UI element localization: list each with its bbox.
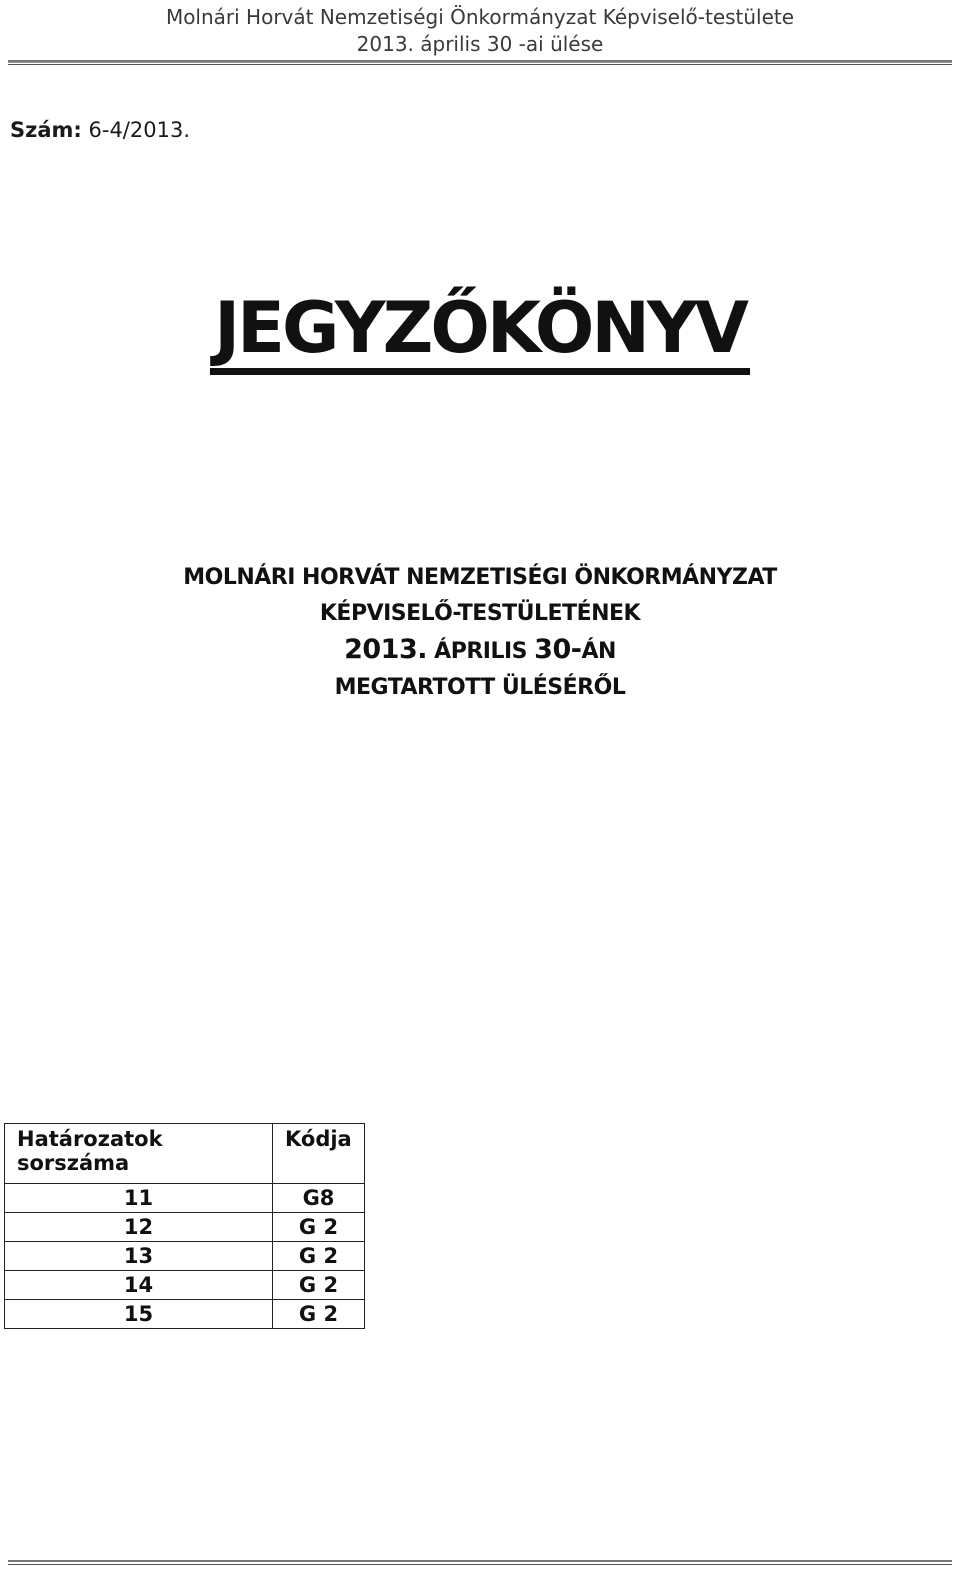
page-header xyxy=(0,4,960,58)
document-title xyxy=(0,288,960,375)
subtitle-line-1: MOLNÁRI HORVÁT NEMZETISÉGI ÖNKORMÁNYZAT xyxy=(183,565,777,590)
resolution-code: G 2 xyxy=(273,1271,365,1300)
header-divider xyxy=(8,60,952,63)
header-number-column: Határozatok sorszáma xyxy=(5,1124,273,1184)
table-row xyxy=(5,1184,365,1213)
subtitle-line-3 xyxy=(0,632,960,670)
resolution-number: 13 xyxy=(5,1242,273,1271)
resolution-number: 11 xyxy=(5,1184,273,1213)
subtitle-suffix: ÁN xyxy=(581,639,616,664)
reference-number xyxy=(10,118,190,142)
table-header-row xyxy=(5,1124,365,1184)
resolution-number: 14 xyxy=(5,1271,273,1300)
reference-label: Szám: xyxy=(10,118,82,142)
table-row xyxy=(5,1271,365,1300)
table-row xyxy=(5,1213,365,1242)
resolution-code: G8 xyxy=(273,1184,365,1213)
subtitle-line-2: KÉPVISELŐ-TESTÜLETÉNEK xyxy=(319,601,641,626)
footer-divider xyxy=(8,1560,952,1562)
resolutions-table xyxy=(4,1123,365,1329)
subtitle-line-4: MEGTARTOTT ÜLÉSÉRŐL xyxy=(334,675,626,700)
header-line-2: 2013. április 30 -ai ülése xyxy=(356,32,604,56)
table-row xyxy=(5,1242,365,1271)
table-row xyxy=(5,1300,365,1329)
resolution-number: 15 xyxy=(5,1300,273,1329)
subtitle-month: ÁPRILIS xyxy=(434,639,527,664)
subtitle-day: 30- xyxy=(534,634,582,665)
reference-value: 6-4/2013. xyxy=(88,118,190,142)
resolution-number: 12 xyxy=(5,1213,273,1242)
subtitle-year: 2013. xyxy=(344,634,427,665)
resolution-code: G 2 xyxy=(273,1213,365,1242)
document-title-text: JEGYZŐKÖNYV xyxy=(210,288,750,375)
resolution-code: G 2 xyxy=(273,1300,365,1329)
document-subtitle xyxy=(0,560,960,706)
header-code-column: Kódja xyxy=(273,1124,365,1184)
header-line-1: Molnári Horvát Nemzetiségi Önkormányzat Képviselő-testülete xyxy=(165,5,795,29)
resolution-code: G 2 xyxy=(273,1242,365,1271)
